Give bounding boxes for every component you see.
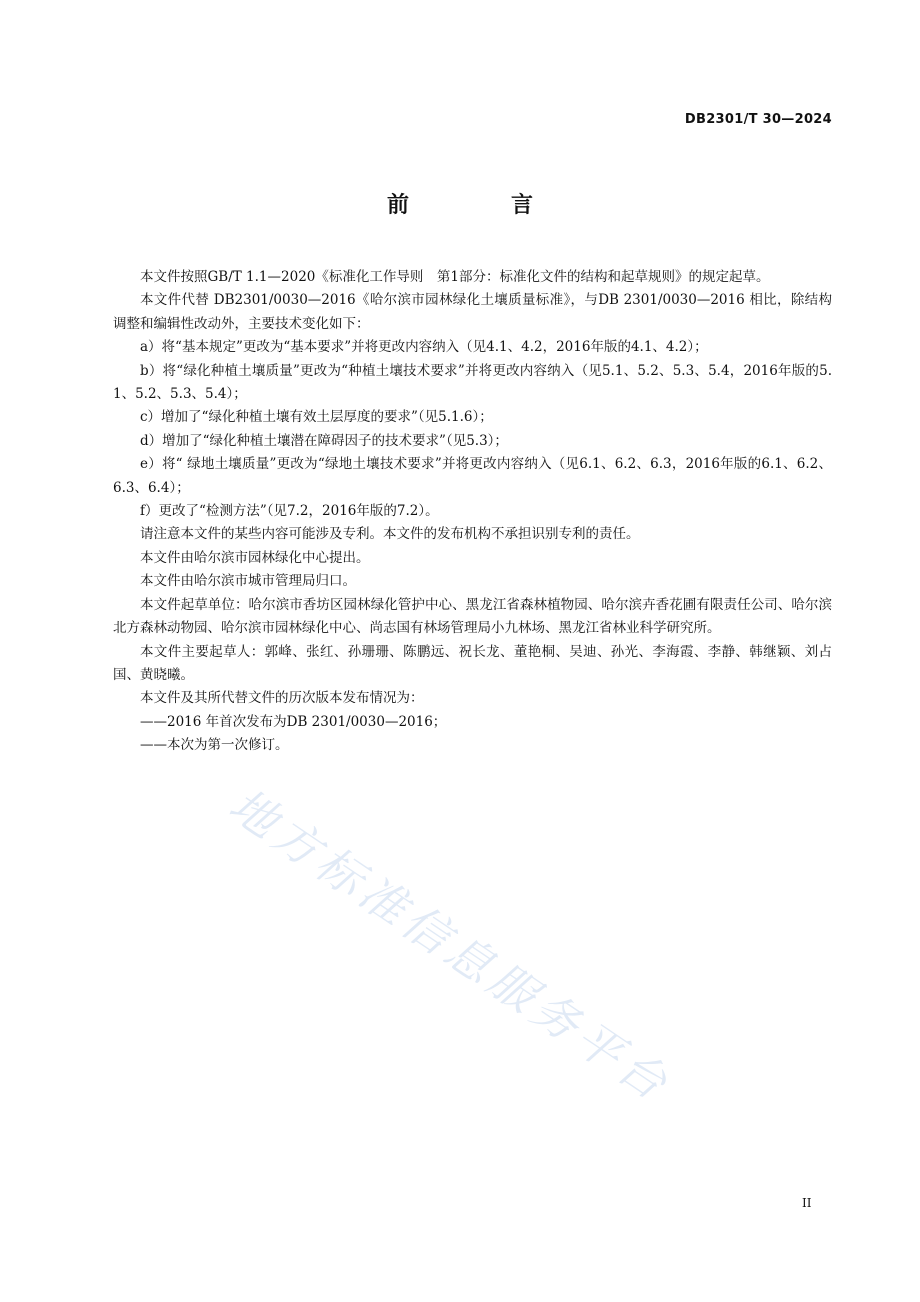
page-title: 前 言 (386, 193, 573, 218)
paragraph: 本文件起草单位：哈尔滨市香坊区园林绿化管护中心、黑龙江省森林植物园、哈尔滨卉香花圃有限责任公司、哈尔滨北方森林动物园、哈尔滨市园林绿化中心、尚志国有林场管理局小九林场、黑龙江省林业科学研究所。 (113, 596, 832, 637)
paragraph: 本文件由哈尔滨市城市管理局归口。 (140, 573, 356, 590)
paragraph: 本文件代替 DB2301/0030—2016《哈尔滨市园林绿化土壤质量标准》，与DB 2301/0030—2016 相比，除结构调整和编辑性改动外，主要技术变化如下： (113, 292, 832, 332)
list-item: e）将“ 绿地土壤质量”更改为“绿地土壤技术要求”并将更改内容纳入（见6.1、6.2、6.3，2016年版的6.1、6.2、6.3、6.4）； (113, 456, 832, 496)
foreword-body (113, 266, 832, 758)
list-item: b）将“绿化种植土壤质量”更改为“种植土壤技术要求”并将更改内容纳入（见5.1、5.2、5.3、5.4，2016年版的5.1、5.2、5.3、5.4）； (113, 362, 832, 403)
watermark: 地方标准信息服务平台 (219, 777, 682, 1114)
paragraph: 请注意本文件的某些内容可能涉及专利。本文件的发布机构不承担识别专利的责任。 (140, 526, 640, 543)
document-code: DB2301/T 30—2024 (684, 112, 832, 127)
paragraph: 本文件主要起草人：郭峰、张红、孙珊珊、陈鹏远、祝长龙、董艳桐、吴迪、孙光、李海霞、李静、韩继颖、刘占国、黄晓曦。 (113, 643, 832, 683)
list-item: f）更改了“检测方法”（见7.2，2016年版的7.2）。 (140, 503, 439, 520)
list-item: c）增加了“绿化种植土壤有效土层厚度的要求”（见5.1.6）； (140, 409, 493, 426)
paragraph: 本文件按照GB/T 1.1—2020《标准化工作导则 第1部分：标准化文件的结构和起草规则》的规定起草。 (140, 269, 770, 285)
paragraph: 本文件及其所代替文件的历次版本发布情况为： (140, 690, 424, 707)
list-item: ——本次为第一次修订。 (140, 737, 289, 754)
list-item: d）增加了“绿化种植土壤潜在障碍因子的技术要求”（见5.3）； (140, 432, 508, 449)
paragraph: 本文件由哈尔滨市园林绿化中心提出。 (140, 549, 370, 566)
list-item: a）将“基本规定”更改为“基本要求”并将更改内容纳入（见4.1、4.2，2016年版的4.1、4.2）； (140, 339, 708, 356)
list-item: ——2016 年首次发布为DB 2301/0030—2016； (140, 713, 447, 730)
page-number: II (802, 1196, 812, 1210)
